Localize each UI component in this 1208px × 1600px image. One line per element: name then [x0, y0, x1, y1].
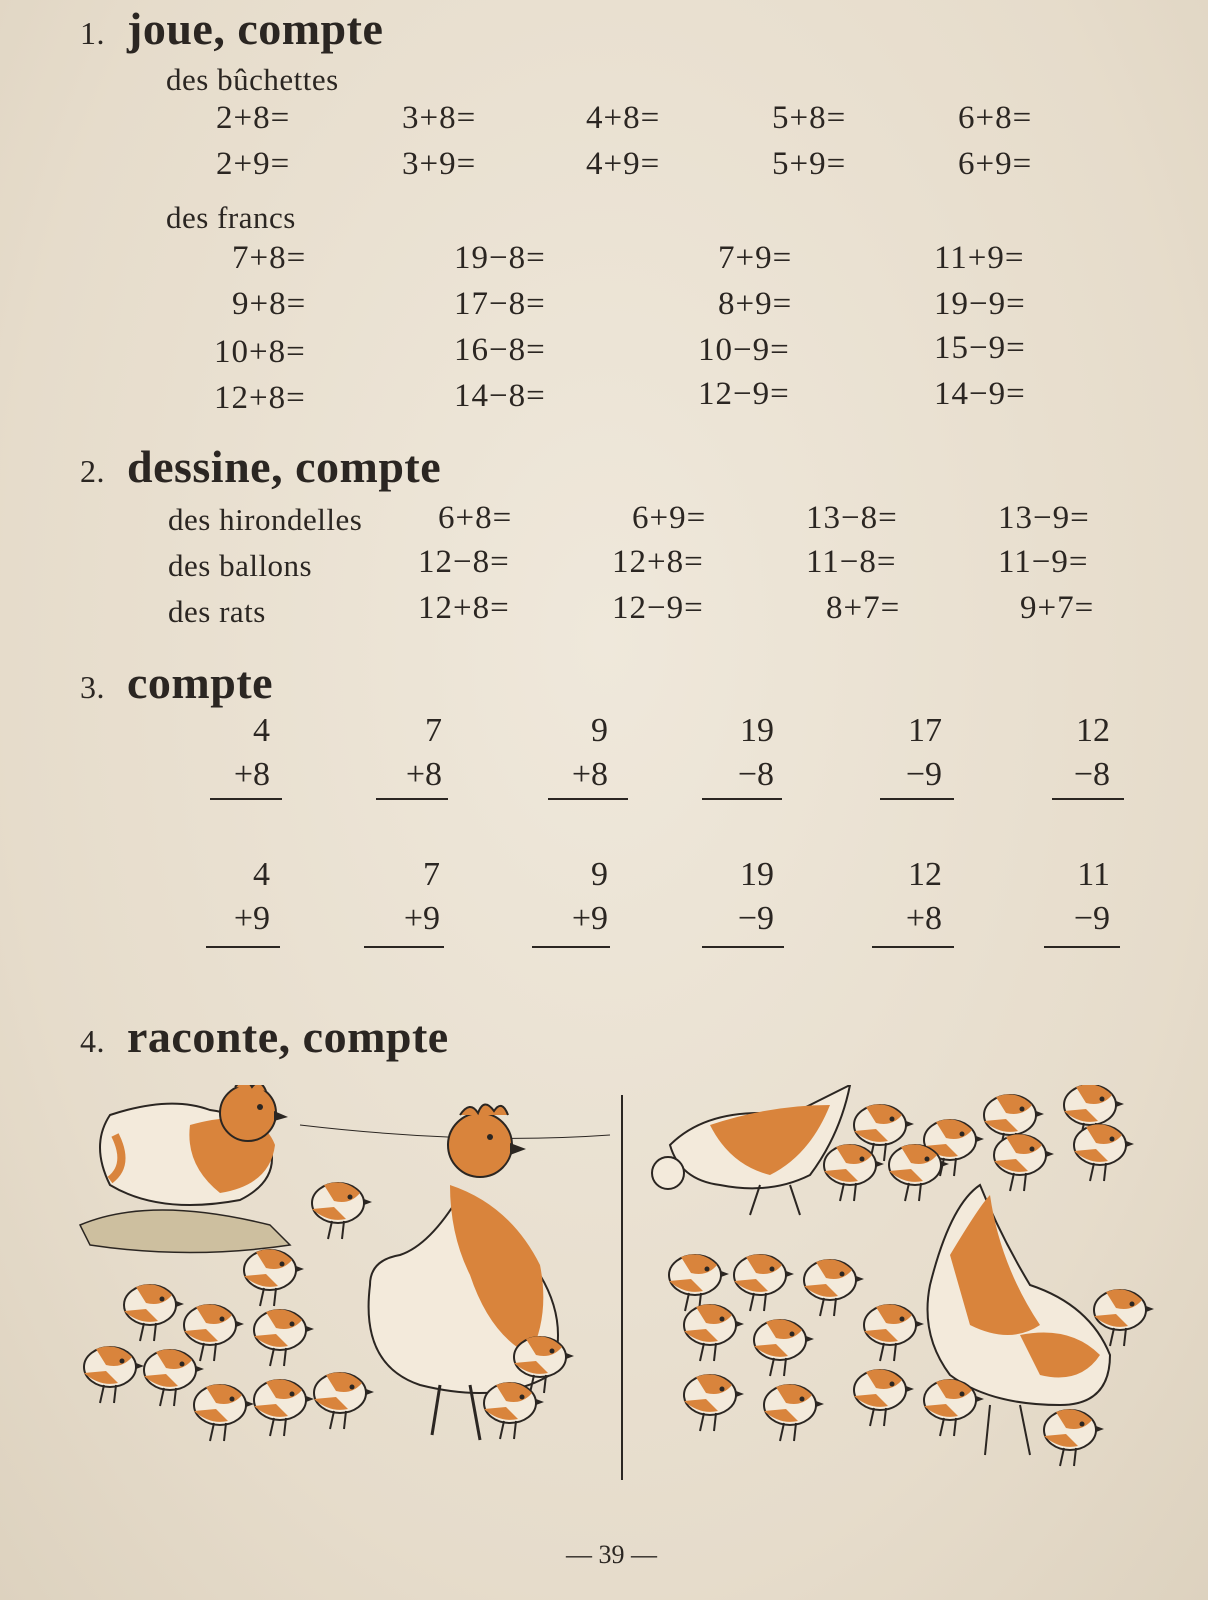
- operand-top: 17: [908, 712, 942, 749]
- sum-rule: [210, 798, 282, 800]
- subheading-francs: des francs: [166, 200, 296, 235]
- section-3-heading: 3. compte: [80, 657, 274, 708]
- equation: 12+8=: [612, 544, 704, 580]
- equation: 14−9=: [934, 376, 1026, 412]
- equation: 4+8=: [586, 100, 661, 136]
- equation: 15−9=: [934, 330, 1026, 366]
- operand-top: 7: [425, 712, 442, 749]
- equation: 9+7=: [1020, 590, 1095, 626]
- section-2-heading: 2. dessine, compte: [80, 441, 442, 492]
- equation: 11−9=: [998, 544, 1089, 580]
- operand-bottom: +8: [405, 756, 442, 793]
- sum-rule: [532, 946, 610, 948]
- operand-bottom: +8: [233, 756, 270, 793]
- equation: 7+9=: [718, 240, 793, 276]
- nesting-hen: [80, 1085, 290, 1253]
- operand-bottom: +8: [571, 756, 608, 793]
- equation: 13−8=: [806, 500, 898, 536]
- equation: 19−9=: [934, 286, 1026, 322]
- operand-top: 11: [1077, 856, 1110, 893]
- operand-bottom: +9: [403, 900, 440, 937]
- equation: 10+8=: [214, 334, 306, 370]
- equation: 5+9=: [772, 146, 847, 182]
- equation: 12+8=: [418, 590, 510, 626]
- equation: 8+7=: [826, 590, 901, 626]
- equation: 2+8=: [216, 100, 291, 136]
- operand-top: 4: [253, 856, 270, 893]
- equation: 7+8=: [232, 240, 307, 276]
- operand-top: 7: [423, 856, 440, 893]
- operand-top: 12: [908, 856, 942, 893]
- equation: 10−9=: [698, 332, 790, 368]
- equation: 12+8=: [214, 380, 306, 416]
- row-label: des ballons: [168, 548, 313, 583]
- operand-top: 9: [591, 856, 608, 893]
- operand-top: 19: [740, 856, 774, 893]
- operand-bottom: +8: [905, 900, 942, 937]
- operand-bottom: −9: [737, 900, 774, 937]
- sum-rule: [1052, 798, 1124, 800]
- equation: 6+9=: [958, 146, 1033, 182]
- pecking-hen: [652, 1085, 850, 1215]
- equation: 19−8=: [454, 240, 546, 276]
- equation: 11+9=: [934, 240, 1025, 276]
- row-label: des hirondelles: [168, 502, 363, 537]
- equation: 5+8=: [772, 100, 847, 136]
- equation: 13−9=: [998, 500, 1090, 536]
- equation: 4+9=: [586, 146, 661, 182]
- sum-rule: [702, 946, 784, 948]
- operand-bottom: −8: [737, 756, 774, 793]
- equation: 12−9=: [612, 590, 704, 626]
- equation: 6+9=: [632, 500, 707, 536]
- operand-bottom: −9: [1073, 900, 1110, 937]
- operand-top: 19: [740, 712, 774, 749]
- sum-rule: [364, 946, 444, 948]
- row-label: des rats: [168, 594, 266, 629]
- equation: 9+8=: [232, 286, 307, 322]
- equation: 6+8=: [958, 100, 1033, 136]
- section-1-heading: 1. joue, compte: [80, 3, 384, 54]
- operand-bottom: +9: [233, 900, 270, 937]
- sum-rule: [548, 798, 628, 800]
- equation: 6+8=: [438, 500, 513, 536]
- equation: 3+8=: [402, 100, 477, 136]
- sum-rule: [1044, 946, 1120, 948]
- operand-bottom: −9: [905, 756, 942, 793]
- sum-rule: [702, 798, 782, 800]
- equation: 16−8=: [454, 332, 546, 368]
- equation: 17−8=: [454, 286, 546, 322]
- section-4-heading: 4. raconte, compte: [80, 1011, 449, 1062]
- operand-top: 9: [591, 712, 608, 749]
- sum-rule: [872, 946, 954, 948]
- sum-rule: [376, 798, 448, 800]
- operand-bottom: +9: [571, 900, 608, 937]
- equation: 14−8=: [454, 378, 546, 414]
- operand-top: 12: [1076, 712, 1110, 749]
- hens-and-chicks-illustration: [70, 1085, 1170, 1505]
- equation: 2+9=: [216, 146, 291, 182]
- operand-top: 4: [253, 712, 270, 749]
- subheading-buchettes: des bûchettes: [166, 62, 339, 97]
- equation: 11−8=: [806, 544, 897, 580]
- sum-rule: [880, 798, 954, 800]
- equation: 3+9=: [402, 146, 477, 182]
- sum-rule: [206, 946, 280, 948]
- equation: 8+9=: [718, 286, 793, 322]
- page-number: — 39 —: [566, 1540, 657, 1569]
- equation: 12−9=: [698, 376, 790, 412]
- operand-bottom: −8: [1073, 756, 1110, 793]
- equation: 12−8=: [418, 544, 510, 580]
